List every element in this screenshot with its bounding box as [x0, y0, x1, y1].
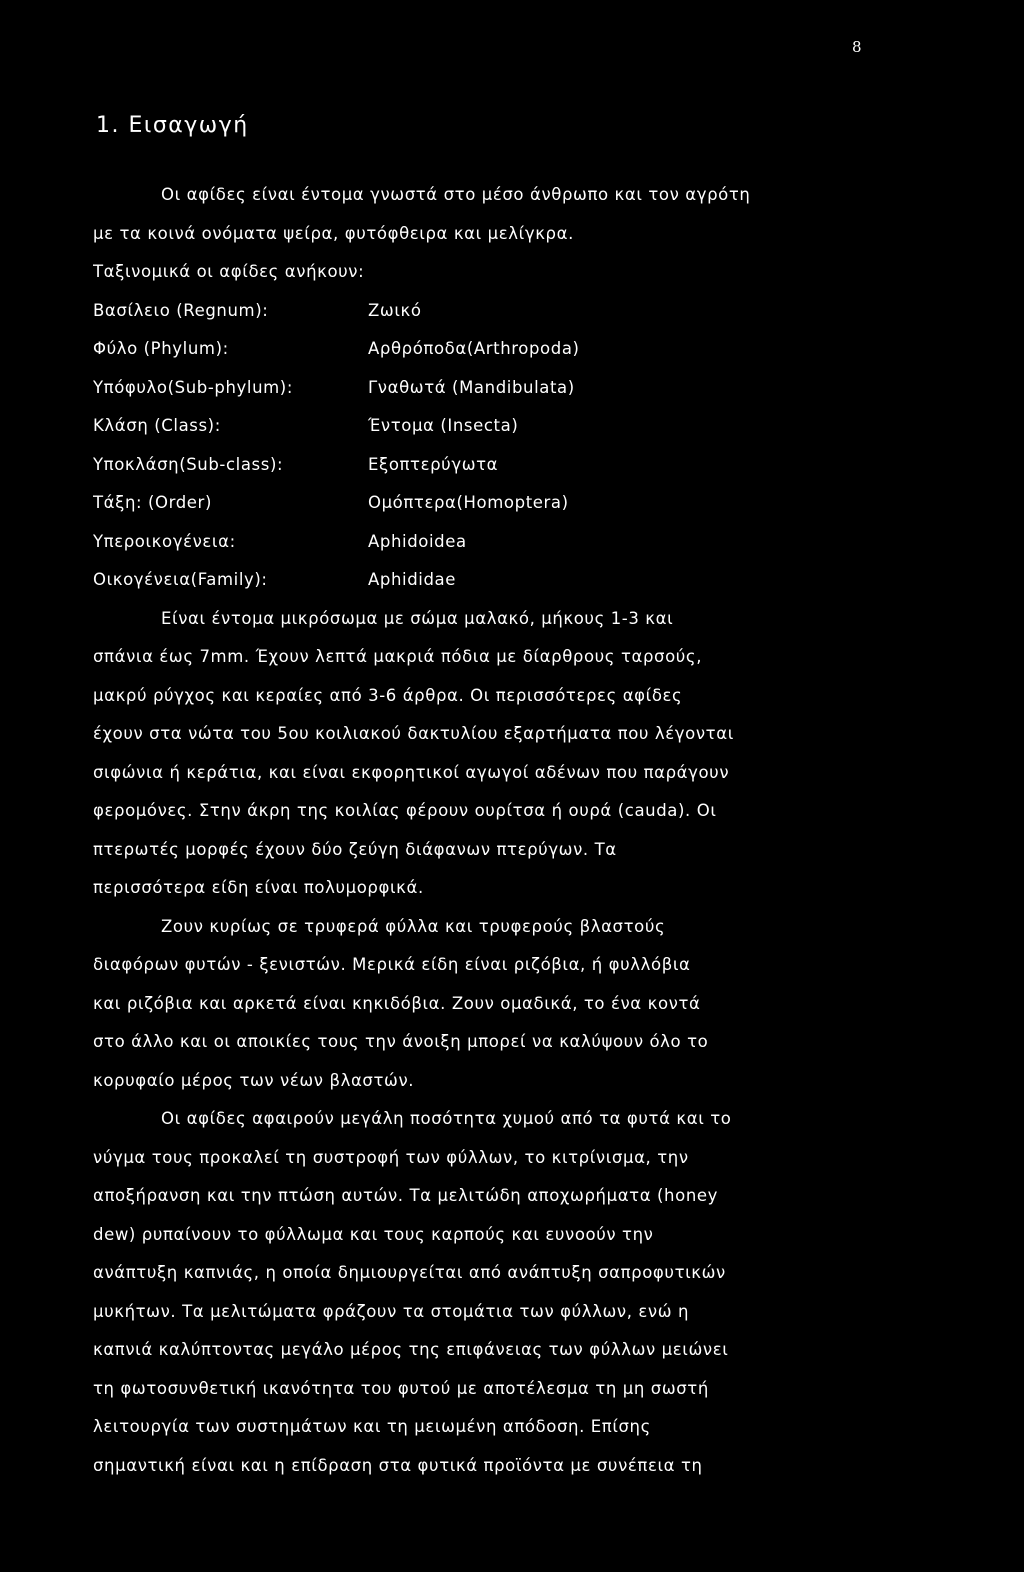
intro-line: Ταξινομικά οι αφίδες ανήκουν: [93, 262, 365, 281]
taxonomy-row [93, 407, 869, 446]
section-heading: 1. Εισαγωγή [96, 113, 249, 138]
taxonomy-value: Ομόπτερα(Homoptera) [368, 493, 569, 512]
paragraph-line: καπνιά καλύπτοντας μεγάλο μέρος της επιφάνειας των φύλλων μειώνει [93, 1340, 729, 1359]
taxonomy-value: Αρθρόποδα(Arthropoda) [368, 339, 580, 358]
taxonomy-list [93, 292, 869, 600]
paragraph-line: σιφώνια ή κεράτια, και είναι εκφορητικοί αγωγοί αδένων που παράγουν [93, 762, 730, 782]
taxonomy-row [93, 292, 869, 331]
taxonomy-rank: Φύλο (Phylum): [93, 339, 229, 358]
taxonomy-row [93, 369, 869, 408]
taxonomy-value: Aphidoidea [368, 531, 467, 551]
paragraph-line: dew) ρυπαίνουν το φύλλωμα και τους καρπούς και ευνοούν την [93, 1224, 654, 1244]
paragraph-line: φερομόνες. Στην άκρη της κοιλίας φέρουν ουρίτσα ή ουρά (cauda). Οι [93, 801, 717, 820]
taxonomy-rank: Υποκλάση(Sub-class): [93, 454, 284, 474]
paragraph-line: περισσότερα είδη είναι πολυμορφικά. [93, 878, 424, 897]
taxonomy-row [93, 446, 869, 485]
taxonomy-value: Ζωικό [368, 300, 422, 320]
paragraph-line: μακρύ ρύγχος και κεραίες από 3-6 άρθρα. Οι περισσότερες αφίδες [93, 685, 683, 705]
taxonomy-row [93, 330, 869, 369]
taxonomy-rank: Κλάση (Class): [93, 416, 221, 435]
taxonomy-value: Aphididae [368, 570, 456, 589]
paragraph-line: ανάπτυξη καπνιάς, η οποία δημιουργείται από ανάπτυξη σαπροφυτικών [93, 1263, 726, 1282]
paragraph-line: έχουν στα νώτα του 5ου κοιλιακού δακτυλίου εξαρτήματα που λέγονται [93, 724, 734, 743]
page-number: 8 [852, 38, 863, 56]
paragraph-line: Οι αφίδες αφαιρούν μεγάλη ποσότητα χυμού από τα φυτά και το [161, 1109, 732, 1128]
paragraph-line: και ριζόβια και αρκετά είναι κηκιδόβια. Ζουν ομαδικά, το ένα κοντά [93, 993, 701, 1013]
paragraph-line: λειτουργία των συστημάτων και τη μειωμένη απόδοση. Επίσης [93, 1417, 651, 1436]
paragraph [93, 600, 869, 1486]
paragraph-line: αποξήρανση και την πτώση αυτών. Τα μελιτώδη αποχωρήματα (honey [93, 1186, 718, 1205]
taxonomy-rank: Βασίλειο (Regnum): [93, 300, 269, 320]
paragraph-line: μυκήτων. Τα μελιτώματα φράζουν τα στομάτια των φύλλων, ενώ η [93, 1301, 690, 1321]
paragraph-line: τη φωτοσυνθετική ικανότητα του φυτού με αποτέλεσμα τη μη σωστή [93, 1378, 709, 1398]
paragraph-line: στο άλλο και οι αποικίες τους την άνοιξη μπορεί να καλύψουν όλο το [93, 1032, 709, 1051]
paragraph-line: Ζουν κυρίως σε τρυφερά φύλλα και τρυφερούς βλαστούς [161, 916, 666, 936]
taxonomy-value: Έντομα (Insecta) [368, 416, 519, 435]
taxonomy-row [93, 523, 869, 562]
paragraph-line: κορυφαίο μέρος των νέων βλαστών. [93, 1070, 415, 1090]
paragraph-line: πτερωτές μορφές έχουν δύο ζεύγη διάφανων πτερύγων. Τα [93, 839, 617, 859]
taxonomy-rank: Υπόφυλο(Sub-phylum): [93, 377, 294, 397]
taxonomy-rank: Υπεροικογένεια: [93, 531, 236, 551]
taxonomy-row [93, 484, 869, 523]
body-text [93, 176, 869, 1485]
intro-line: Οι αφίδες είναι έντομα γνωστά στο μέσο άνθρωπο και τον αγρότη [161, 185, 751, 204]
taxonomy-row [93, 561, 869, 600]
paragraph-line: Είναι έντομα μικρόσωμα με σώμα μαλακό, μήκους 1-3 και [161, 608, 674, 628]
paragraph-line: σημαντική είναι και η επίδραση στα φυτικά προϊόντα με συνέπεια τη [93, 1455, 703, 1475]
intro-line: με τα κοινά ονόματα ψείρα, φυτόφθειρα και μελίγκρα. [93, 223, 574, 243]
taxonomy-value: Γναθωτά (Mandibulata) [368, 377, 575, 397]
paragraph-line: σπάνια έως 7mm. Έχουν λεπτά μακριά πόδια με δίαρθρους ταρσούς, [93, 647, 703, 666]
taxonomy-rank: Τάξη: (Order) [93, 493, 212, 512]
paragraph-line: νύγμα τους προκαλεί τη συστροφή των φύλλων, το κιτρίνισμα, την [93, 1147, 689, 1167]
taxonomy-rank: Οικογένεια(Family): [93, 570, 268, 589]
paragraph-line: διαφόρων φυτών - ξενιστών. Μερικά είδη είναι ριζόβια, ή φυλλόβια [93, 955, 691, 974]
taxonomy-value: Εξοπτερύγωτα [368, 454, 499, 474]
